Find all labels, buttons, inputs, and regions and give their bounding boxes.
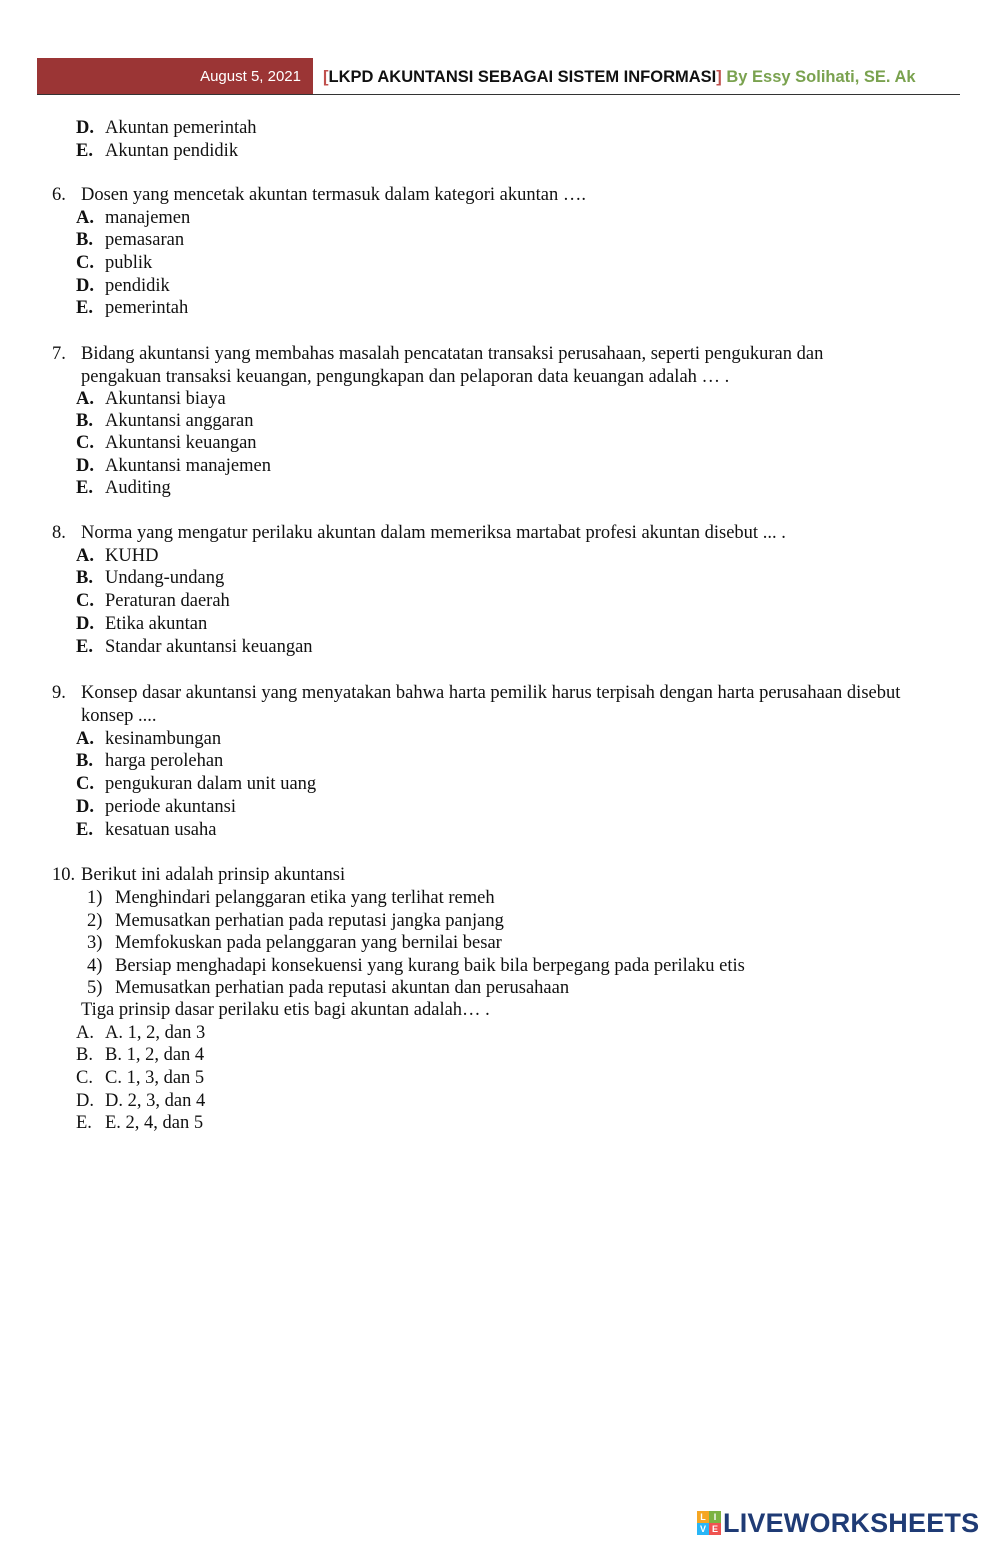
option-text: Peraturan daerah bbox=[105, 591, 230, 611]
header-byline: By Essy Solihati, SE. Ak bbox=[721, 68, 916, 86]
option-letter: A. bbox=[76, 1023, 94, 1043]
statement-text: Memusatkan perhatian pada reputasi jangka panjang bbox=[115, 911, 504, 931]
page-header bbox=[37, 58, 960, 95]
statement-number: 3) bbox=[87, 933, 103, 953]
option-text: kesatuan usaha bbox=[105, 820, 217, 840]
option-letter: D. bbox=[76, 276, 94, 296]
liveworksheets-logo-icon bbox=[697, 1511, 721, 1535]
statement-text: Memfokuskan pada pelanggaran yang bernilai besar bbox=[115, 933, 502, 953]
option-letter: A. bbox=[76, 389, 94, 409]
option-letter: C. bbox=[76, 774, 94, 794]
option-text: pendidik bbox=[105, 276, 170, 296]
header-date: August 5, 2021 bbox=[37, 58, 313, 94]
option-text: Akuntansi keuangan bbox=[105, 433, 257, 453]
option-letter: C. bbox=[76, 433, 94, 453]
option-text: Auditing bbox=[105, 478, 171, 498]
logo-icon-letter: V bbox=[697, 1523, 709, 1535]
option-letter: E. bbox=[76, 141, 93, 161]
question-text: Bidang akuntansi yang membahas masalah pencatatan transaksi perusahaan, seperti pengukuran dan bbox=[81, 344, 824, 364]
question-text: Berikut ini adalah prinsip akuntansi bbox=[81, 865, 346, 885]
option-letter: A. bbox=[76, 729, 94, 749]
option-text: A. 1, 2, dan 3 bbox=[105, 1023, 206, 1043]
option-letter: C. bbox=[76, 253, 94, 273]
question-number: 10. bbox=[52, 865, 76, 885]
option-text: Akuntansi manajemen bbox=[105, 456, 271, 476]
option-text: pengukuran dalam unit uang bbox=[105, 774, 317, 794]
option-text: kesinambungan bbox=[105, 729, 222, 749]
option-letter: B. bbox=[76, 568, 93, 588]
option-text: pemerintah bbox=[105, 298, 189, 318]
liveworksheets-logo bbox=[697, 1505, 979, 1541]
statement-number: 1) bbox=[87, 888, 103, 908]
option-text: Standar akuntansi keuangan bbox=[105, 637, 313, 657]
option-letter: D. bbox=[76, 614, 94, 634]
header-close-bracket: ] bbox=[716, 68, 722, 86]
option-text: Akuntansi anggaran bbox=[105, 411, 254, 431]
option-letter: D. bbox=[76, 456, 94, 476]
option-letter: E. bbox=[76, 1113, 92, 1133]
option-letter: B. bbox=[76, 751, 93, 771]
option-text: Akuntan pendidik bbox=[105, 141, 239, 161]
option-text: manajemen bbox=[105, 208, 191, 228]
question-stem: Tiga prinsip dasar perilaku etis bagi akuntan adalah… . bbox=[81, 1000, 490, 1020]
option-letter: A. bbox=[76, 208, 94, 228]
option-text: E. 2, 4, dan 5 bbox=[105, 1113, 204, 1133]
question-number: 6. bbox=[52, 185, 66, 205]
question-text: Dosen yang mencetak akuntan termasuk dalam kategori akuntan …. bbox=[81, 185, 586, 205]
liveworksheets-logo-text: LIVEWORKSHEETS bbox=[723, 1507, 980, 1538]
header-title bbox=[323, 58, 916, 94]
question-number: 7. bbox=[52, 344, 66, 364]
option-letter: E. bbox=[76, 298, 93, 318]
statement-number: 4) bbox=[87, 956, 103, 976]
option-letter: E. bbox=[76, 478, 93, 498]
option-text: harga perolehan bbox=[105, 751, 224, 771]
option-letter: D. bbox=[76, 1091, 94, 1111]
question-number: 9. bbox=[52, 683, 66, 703]
option-letter: E. bbox=[76, 820, 93, 840]
question-text: konsep .... bbox=[81, 706, 157, 726]
statement-text: Bersiap menghadapi konsekuensi yang kurang baik bila berpegang pada perilaku etis bbox=[115, 956, 745, 976]
option-letter: B. bbox=[76, 411, 93, 431]
question-text: pengakuan transaksi keuangan, pengungkapan dan pelaporan data keuangan adalah … . bbox=[81, 367, 730, 387]
option-letter: B. bbox=[76, 230, 93, 250]
question-text: Norma yang mengatur perilaku akuntan dalam memeriksa martabat profesi akuntan disebut ... . bbox=[81, 523, 786, 543]
option-text: D. 2, 3, dan 4 bbox=[105, 1091, 206, 1111]
option-letter: C. bbox=[76, 1068, 93, 1088]
question-text: Konsep dasar akuntansi yang menyatakan bahwa harta pemilik harus terpisah dengan harta perusahaan disebut bbox=[81, 683, 901, 703]
option-letter: C. bbox=[76, 591, 94, 611]
option-text: C. 1, 3, dan 5 bbox=[105, 1068, 205, 1088]
statement-text: Memusatkan perhatian pada reputasi akuntan dan perusahaan bbox=[115, 978, 570, 998]
option-text: publik bbox=[105, 253, 153, 273]
option-text: KUHD bbox=[105, 546, 159, 566]
option-letter: B. bbox=[76, 1045, 93, 1065]
option-text: Akuntansi biaya bbox=[105, 389, 226, 409]
option-text: Akuntan pemerintah bbox=[105, 118, 257, 138]
option-text: pemasaran bbox=[105, 230, 185, 250]
option-letter: E. bbox=[76, 637, 93, 657]
option-letter: A. bbox=[76, 546, 94, 566]
header-title-text: LKPD AKUNTANSI SEBAGAI SISTEM INFORMASI bbox=[328, 68, 717, 86]
option-text: Etika akuntan bbox=[105, 614, 208, 634]
statement-number: 5) bbox=[87, 978, 103, 998]
question-number: 8. bbox=[52, 523, 66, 543]
logo-icon-letter: L bbox=[697, 1511, 709, 1523]
option-text: periode akuntansi bbox=[105, 797, 236, 817]
option-letter: D. bbox=[76, 118, 94, 138]
logo-icon-letter: I bbox=[709, 1511, 721, 1523]
logo-icon-letter: E bbox=[709, 1523, 721, 1535]
option-text: Undang-undang bbox=[105, 568, 225, 588]
statement-number: 2) bbox=[87, 911, 103, 931]
option-letter: D. bbox=[76, 797, 94, 817]
header-open-bracket: [ bbox=[323, 68, 329, 86]
option-text: B. 1, 2, dan 4 bbox=[105, 1045, 205, 1065]
header-divider bbox=[37, 94, 960, 95]
statement-text: Menghindari pelanggaran etika yang terlihat remeh bbox=[115, 888, 495, 908]
